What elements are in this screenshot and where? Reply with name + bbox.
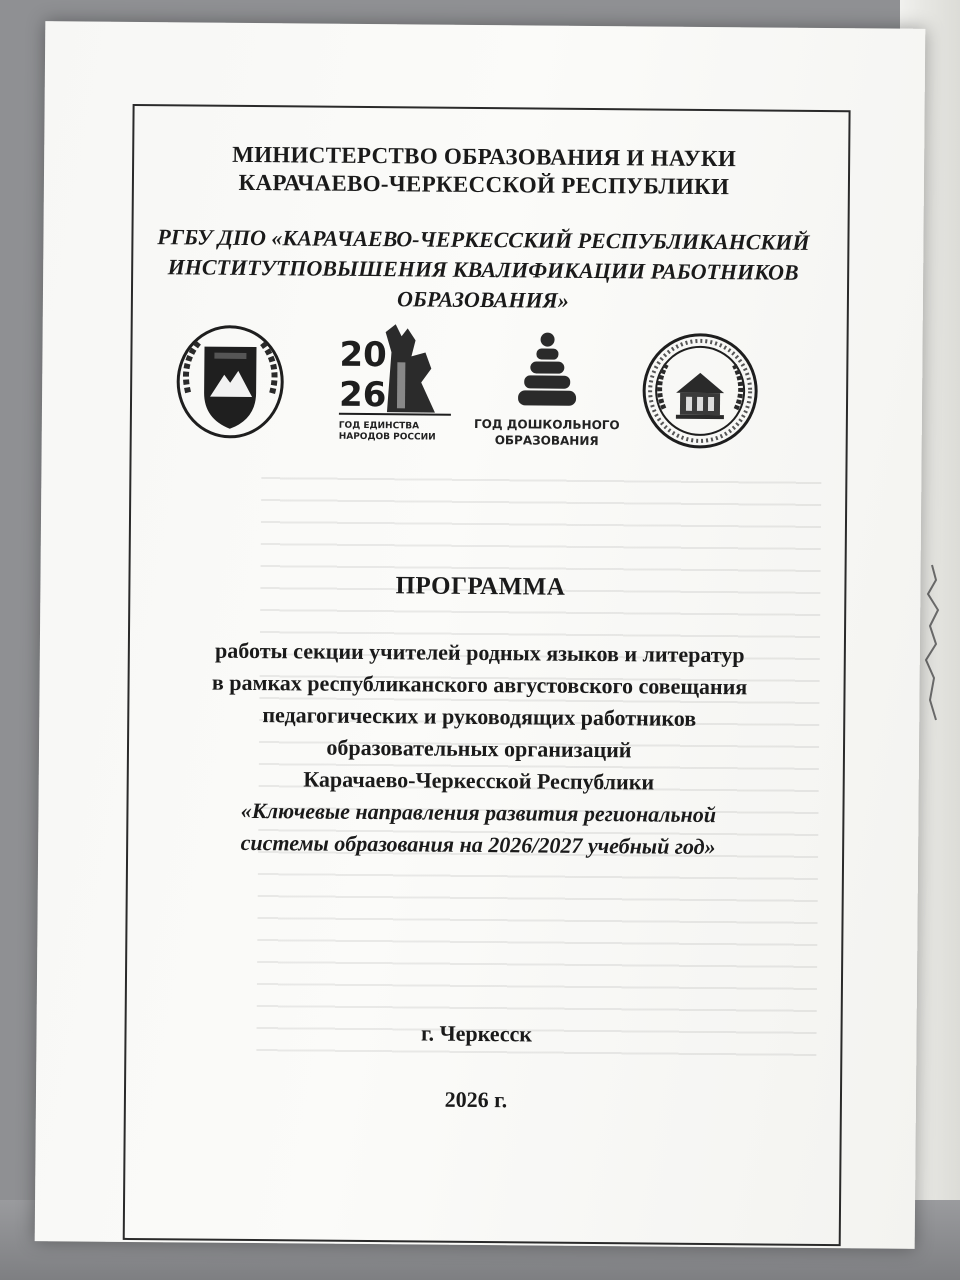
preschool-caption-1: ГОД ДОШКОЛЬНОГО — [473, 416, 620, 433]
stacking-toy-icon — [474, 331, 621, 412]
unity-year-logo — [335, 322, 456, 451]
ministry-line-2: КАРАЧАЕВО-ЧЕРКЕССКОЙ РЕСПУБЛИКИ — [238, 169, 730, 200]
document-title: ПРОГРАММА — [395, 572, 566, 601]
institute-name — [43, 221, 924, 319]
document-subtitle — [38, 633, 920, 865]
unity-year-bottom: 26 — [338, 374, 387, 416]
institute-line-1: РГБУ ДПО «КАРАЧАЕВО-ЧЕРКЕССКИЙ РЕСПУБЛИКАНСКИЙ — [157, 224, 810, 255]
preschool-year-logo — [474, 331, 621, 460]
unity-caption-2: НАРОДОВ РОССИИ — [338, 431, 436, 443]
subtitle-line-4: образовательных организаций — [326, 734, 632, 763]
subtitle-line-5: Карачаево-Черкесской Республики — [303, 766, 655, 795]
theme-line-2: системы образования на 2026/2027 учебный год» — [240, 829, 716, 860]
subtitle-line-1: работы секции учителей родных языков и литератур — [214, 637, 745, 668]
document-page — [35, 21, 926, 1249]
unity-year-top: 20 — [339, 334, 387, 376]
subtitle-line-2: в рамках республиканского августовского совещания — [211, 669, 748, 700]
subtitle-line-3: педагогических и руководящих работников — [262, 702, 697, 731]
unity-caption-1: ГОД ЕДИНСТВА — [338, 420, 420, 432]
document-year: 2026 г. — [444, 1086, 508, 1113]
preschool-caption-2: ОБРАЗОВАНИЯ — [494, 433, 599, 449]
document-city: г. Черкесск — [420, 1020, 533, 1047]
theme-line-1: «Ключевые направления развития региональной — [240, 797, 717, 828]
institute-line-2: ИНСТИТУТПОВЫШЕНИЯ КВАЛИФИКАЦИИ РАБОТНИКОВ — [167, 254, 799, 285]
institute-line-3: ОБРАЗОВАНИЯ» — [396, 286, 569, 313]
republic-emblem-icon — [174, 322, 287, 441]
ministry-line-1: МИНИСТЕРСТВО ОБРАЗОВАНИЯ И НАУКИ — [232, 141, 737, 172]
monument-icon — [335, 322, 456, 417]
ministry-header — [44, 139, 924, 203]
institute-seal-icon — [640, 330, 761, 451]
